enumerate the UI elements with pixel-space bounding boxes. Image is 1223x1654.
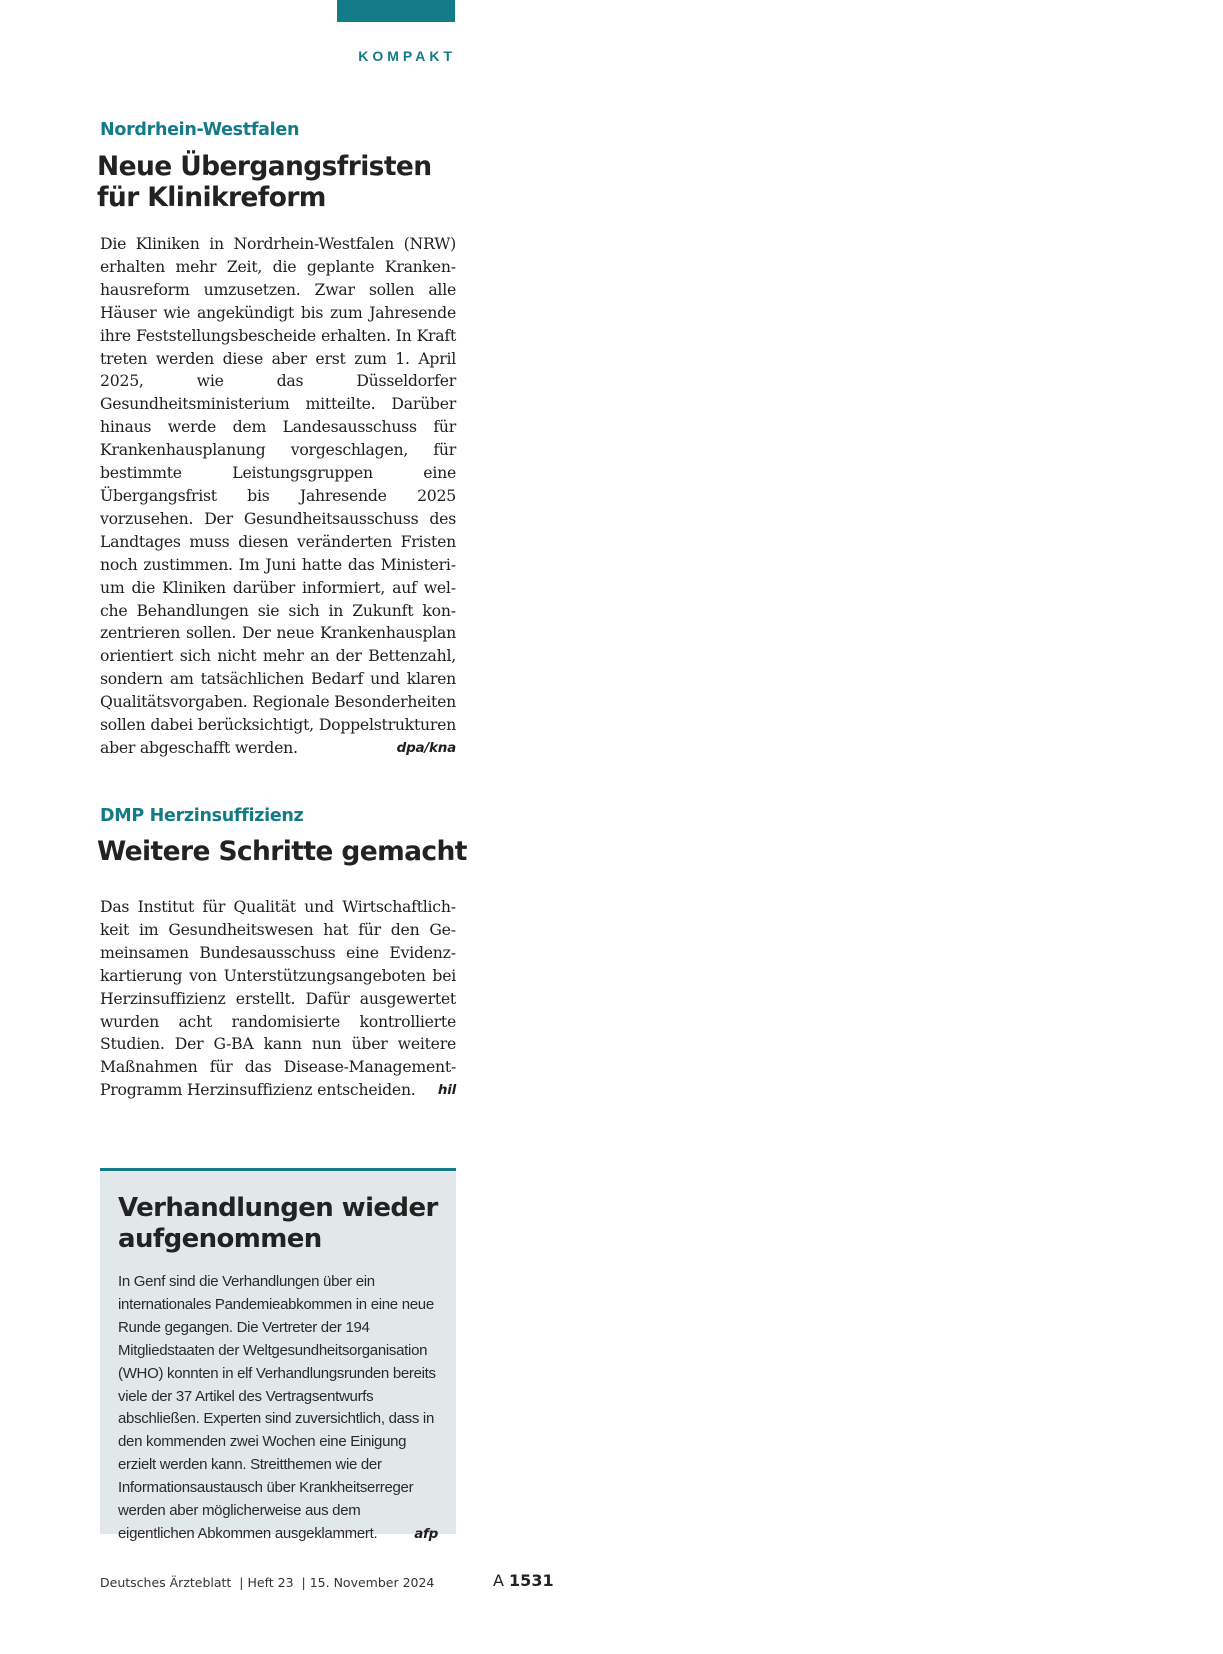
footer-separator: | xyxy=(297,1575,310,1590)
box-body xyxy=(118,1271,438,1546)
page-footer xyxy=(100,1575,434,1590)
page-number-value: 1531 xyxy=(509,1571,554,1590)
footer-date: 15. November 2024 xyxy=(309,1575,435,1590)
article1-headline xyxy=(97,151,432,213)
box-byline: afp xyxy=(414,1525,438,1542)
box-headline xyxy=(118,1193,438,1255)
section-label: KOMPAKT xyxy=(358,48,456,64)
article1-headline-line1: Neue Übergangsfristen xyxy=(97,151,432,182)
article1-body-text: Die Kliniken in Nordrhein-Westfalen (NRW) erhalten mehr Zeit, die geplante Krankenhausreform umzusetzen. Zwar sollen alle Häuser wie angekündigt bis zum Jahresende ihre Feststellungsbescheide erhalten. In Kraft treten werden diese aber erst zum 1. April 2025, wie das Düsseldorfer Gesundheitsministerium mitteilte. Darüber hinaus werde dem Landesausschuss für Krankenhausplanung vorgeschlagen, für bestimmte Leistungsgruppen eine Übergangsfrist bis Jahresende 2025 vorzusehen. Der Gesundheitsausschuss des Landtages muss diesen veränderten Fristen noch zustimmen. Im Juni hatte das Ministerium die Kliniken darüber informiert, auf welche Behandlungen sie sich in Zukunft konzentrieren sollen. Der neue Krankenhausplan orientiert sich nicht mehr an der Bettenzahl, sondern am tatsächlichen Bedarf und klaren Qualitätsvorgaben. Regionale Besonderheiten sollen dabei berücksichtigt, Doppelstrukturen aber abgeschafft werden. xyxy=(100,234,456,757)
article1-body xyxy=(100,233,456,760)
info-box xyxy=(100,1168,456,1542)
article2-body xyxy=(100,896,456,1102)
box-body-text: In Genf sind die Verhandlungen über ein internationales Pandemieabkommen in eine neue Runde gegangen. Die Vertreter der 194 Mitgliedstaaten der Weltgesundheitsorganisation (WHO) konnten in elf Verhandlungsrunden bereits viele der 37 Artikel des Vertragsentwurfs abschließen. Experten sind zuversichtlich, dass in den kommenden zwei Wochen eine Einigung erzielt werden kann. Streitthemen wie der Informationsaustausch über Krankheitserreger werden aber möglicherweise aus dem eigentlichen Abkommen ausgeklammert. xyxy=(118,1273,436,1542)
footer-issue: Heft 23 xyxy=(247,1575,294,1590)
article2-kicker: DMP Herzinsuffizienz xyxy=(100,806,304,826)
footer-separator: | xyxy=(235,1575,248,1590)
box-headline-line2: aufgenommen xyxy=(118,1224,322,1254)
article2-headline: Weitere Schritte gemacht xyxy=(97,836,467,867)
article2-byline: hil xyxy=(437,1082,456,1099)
article1-byline: dpa/kna xyxy=(396,739,456,756)
footer-journal: Deutsches Ärzteblatt xyxy=(100,1575,232,1590)
page-number xyxy=(493,1571,554,1590)
top-accent-bar xyxy=(337,0,455,22)
article1-headline-line2: für Klinikreform xyxy=(97,182,326,213)
article2-body-text: Das Institut für Qualität und Wirtschaftlichkeit im Gesundheitswesen hat für den Gemeinsamen Bundesausschuss eine Evidenzkartierung von Unterstützungsangeboten bei Herzinsuffizienz erstellt. Dafür ausgewertet wurden acht randomisierte kontrollierte Studien. Der G-BA kann nun über weitere Maßnahmen für das Disease-Management-Programm Herzinsuffizienz entscheiden. xyxy=(100,897,456,1100)
article1-kicker: Nordrhein-Westfalen xyxy=(100,120,300,140)
page-number-prefix: A xyxy=(493,1571,504,1590)
box-headline-line1: Verhandlungen wieder xyxy=(118,1193,438,1223)
